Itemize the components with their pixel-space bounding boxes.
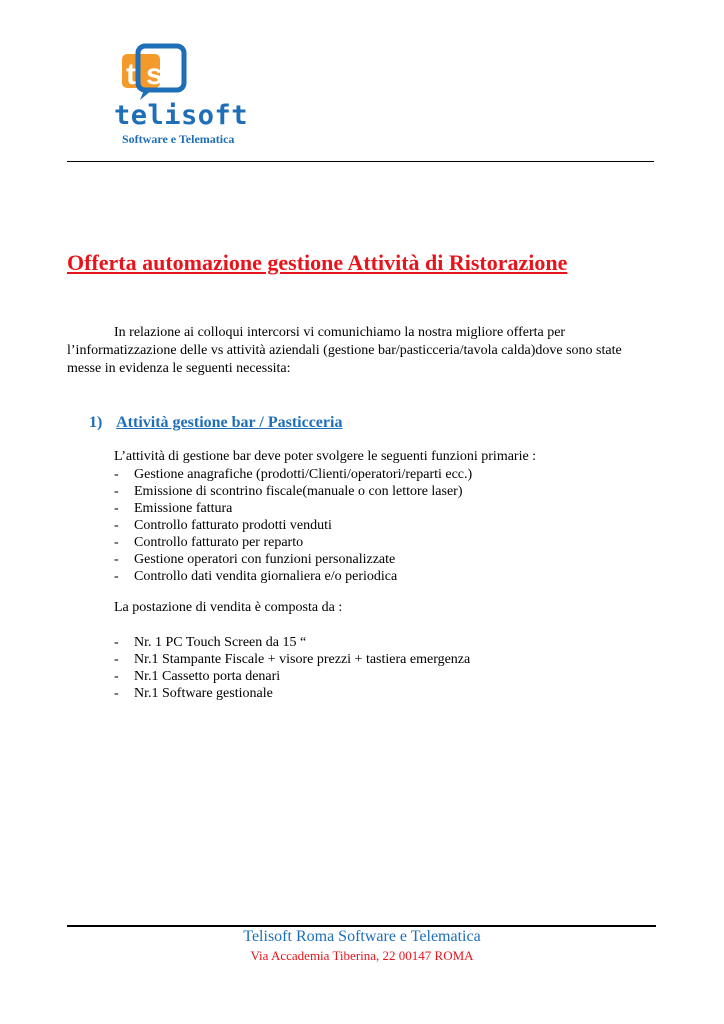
intro-line: In relazione ai colloqui intercorsi vi comunichiamo la nostra migliore offerta per bbox=[114, 325, 566, 340]
section-heading bbox=[89, 414, 342, 432]
list-item: - Nr.1 Stampante Fiscale + visore prezzi + tastiera emergenza bbox=[114, 652, 471, 667]
list-item: - Emissione fattura bbox=[114, 501, 233, 516]
intro-line: messe in evidenza le seguenti necessita: bbox=[67, 361, 291, 376]
list-item: - Gestione anagrafiche (prodotti/Clienti/operatori/reparti ecc.) bbox=[114, 467, 473, 482]
section-title: Attività gestione bar / Pasticceria bbox=[116, 414, 343, 431]
list-item: - Controllo fatturato per reparto bbox=[114, 535, 304, 550]
station-list bbox=[114, 634, 470, 702]
svg-text:t: t bbox=[126, 58, 136, 91]
functions-list bbox=[114, 466, 472, 585]
document-title: Offerta automazione gestione Attività di Ristorazione bbox=[67, 250, 568, 275]
functions-lead: L’attività di gestione bar deve poter svolgere le seguenti funzioni primarie : bbox=[114, 449, 537, 464]
footer-divider bbox=[67, 925, 656, 927]
company-logo bbox=[108, 40, 278, 150]
intro-paragraph bbox=[67, 324, 647, 378]
footer-company: Telisoft Roma Software e Telematica bbox=[243, 928, 481, 945]
station-lead: La postazione di vendita è composta da : bbox=[114, 600, 343, 615]
list-item: - Controllo fatturato prodotti venduti bbox=[114, 518, 332, 533]
list-item: - Gestione operatori con funzioni personalizzate bbox=[114, 552, 396, 567]
list-item: - Controllo dati vendita giornaliera e/o periodica bbox=[114, 569, 398, 584]
intro-line: l’informatizzazione delle vs attività aziendali (gestione bar/pasticceria/tavola calda)dove sono state bbox=[67, 343, 622, 358]
list-item: - Nr.1 Cassetto porta denari bbox=[114, 669, 281, 684]
section-number: 1) bbox=[89, 414, 103, 431]
list-item: - Nr. 1 PC Touch Screen da 15 “ bbox=[114, 635, 307, 650]
header-divider bbox=[67, 161, 654, 162]
list-item: - Emissione di scontrino fiscale(manuale o con lettore laser) bbox=[114, 484, 463, 499]
list-item: - Nr.1 Software gestionale bbox=[114, 686, 273, 701]
logo-wordmark: telisoft bbox=[114, 100, 249, 131]
logo-tagline: Software e Telematica bbox=[122, 132, 235, 146]
footer-address: Via Accademia Tiberina, 22 00147 ROMA bbox=[250, 948, 474, 963]
svg-text:s: s bbox=[146, 58, 163, 91]
